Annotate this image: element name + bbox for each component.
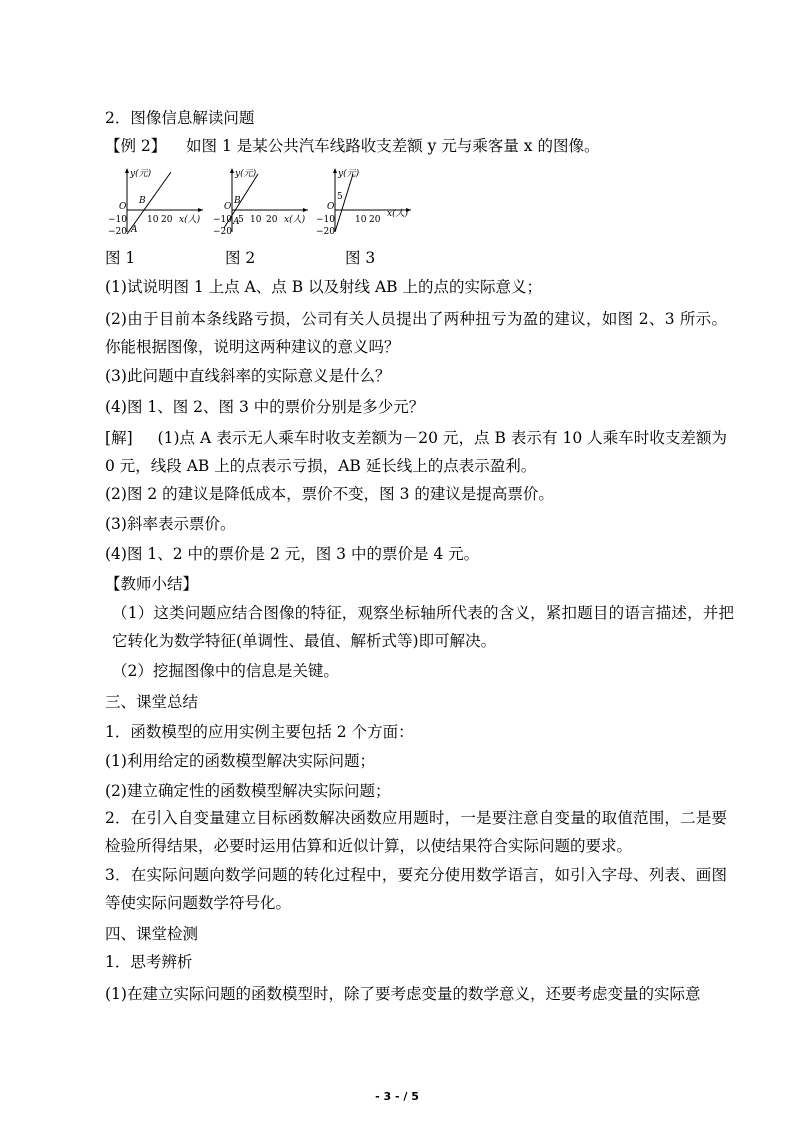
summary-item-3: 3．在实际问题向数学问题的转化过程中，要充分使用数学语言，如引入字母、列表、画图等使实际问题数学符号化。 [105, 866, 727, 912]
teacher-summary-1: （1）这类问题应结合图像的特征，观察坐标轴所代表的含义，紧扣题目的语言描述，并把它转化为数学特征(单调性、最值、解析式等)即可解决。 [112, 604, 734, 650]
origin-label: O [119, 202, 127, 212]
solution-1 [105, 424, 727, 480]
section-3-title: 三、课堂总结 [105, 693, 199, 711]
solution-3: (3)斜率表示票价。 [105, 515, 236, 533]
check-item-1: 1．思考辨析 [105, 953, 193, 971]
x-axis-label: x(人) [387, 209, 409, 219]
y-tick: −10 [213, 215, 232, 225]
x-tick: 5 [238, 215, 244, 225]
y-tick: −20 [108, 227, 127, 236]
origin-label: O [224, 202, 232, 212]
question-4: (4)图 1、图 2、图 3 中的票价分别是多少元？ [105, 398, 425, 416]
solution-1-text: (1)点 A 表示无人乘车时收支差额为－20 元，点 B 表示有 10 人乘车时收支差额为 0 元，线段 AB 上的点表示亏损，AB 延长线上的点表示盈利。 [105, 429, 727, 475]
x-tick: 20 [266, 215, 278, 225]
figure-3-caption: 图 3 [345, 249, 376, 267]
point-label: A [131, 225, 138, 235]
y-tick: 5 [337, 192, 343, 202]
point-label: B [234, 196, 241, 206]
section-4-title: 四、课堂检测 [105, 925, 199, 943]
x-tick: 20 [369, 215, 381, 225]
section-heading: 2．图像信息解读问题 [105, 109, 255, 127]
y-tick: −10 [316, 215, 335, 225]
figure-1 [105, 166, 205, 240]
figure-1-caption: 图 1 [105, 249, 136, 267]
summary-item-1b: (2)建立确定性的函数模型解决实际问题； [105, 782, 391, 800]
question-1: (1)试说明图 1 上点 A、点 B 以及射线 AB 上的点的实际意义； [105, 278, 542, 296]
example-tag: 【例 2】 [105, 137, 167, 155]
solution-2: (2)图 2 的建议是降低成本，票价不变，图 3 的建议是提高票价。 [105, 485, 554, 503]
point-label: B [139, 196, 146, 206]
point-label: A [233, 217, 240, 227]
figure-2-caption: 图 2 [225, 249, 256, 267]
teacher-summary-2: （2）挖掘图像中的信息是关键。 [112, 662, 339, 680]
question-3: (3)此问题中直线斜率的实际意义是什么？ [105, 367, 391, 385]
x-axis-label: x(人) [179, 215, 201, 225]
figure-3 [313, 166, 413, 240]
summary-item-1a: (1)利用给定的函数模型解决实际问题； [105, 752, 375, 770]
summary-item-2: 2．在引入自变量建立目标函数解决函数应用题时，一是要注意自变量的取值范围，二是要检验所得结果，必要时运用估算和近似计算，以使结果符合实际问题的要求。 [105, 809, 727, 855]
x-tick: 10 [250, 215, 262, 225]
figure-2 [210, 166, 310, 240]
x-tick: 20 [161, 215, 173, 225]
teacher-summary-title: 【教师小结】 [105, 575, 199, 593]
x-tick: 10 [147, 215, 159, 225]
page-number: - 3 - / 5 [375, 1090, 419, 1103]
solution-tag: [解] [105, 429, 133, 447]
y-tick: −10 [108, 215, 127, 225]
y-axis-label: y(元) [130, 169, 152, 179]
example-line [105, 132, 725, 160]
x-tick: 10 [355, 215, 367, 225]
x-axis-label: x(人) [284, 215, 306, 225]
y-tick: −20 [213, 227, 232, 236]
y-tick: −20 [316, 227, 335, 236]
y-axis-label: y(元) [235, 169, 257, 179]
summary-item-1: 1．函数模型的应用实例主要包括 2 个方面： [105, 723, 414, 741]
y-axis-label: y(元) [338, 169, 360, 179]
origin-label: O [327, 202, 335, 212]
check-item-1a: (1)在建立实际问题的函数模型时，除了要考虑变量的数学意义，还要考虑变量的实际意 [105, 985, 701, 1003]
question-2: (2)由于目前本条线路亏损，公司有关人员提出了两种扭亏为盈的建议，如图 2、3 所示。你能根据图像，说明这两种建议的意义吗？ [105, 310, 727, 356]
solution-4: (4)图 1、2 中的票价是 2 元，图 3 中的票价是 4 元。 [105, 545, 480, 563]
example-text: 如图 1 是某公共汽车线路收支差额 y 元与乘客量 x 的图像。 [186, 137, 600, 155]
